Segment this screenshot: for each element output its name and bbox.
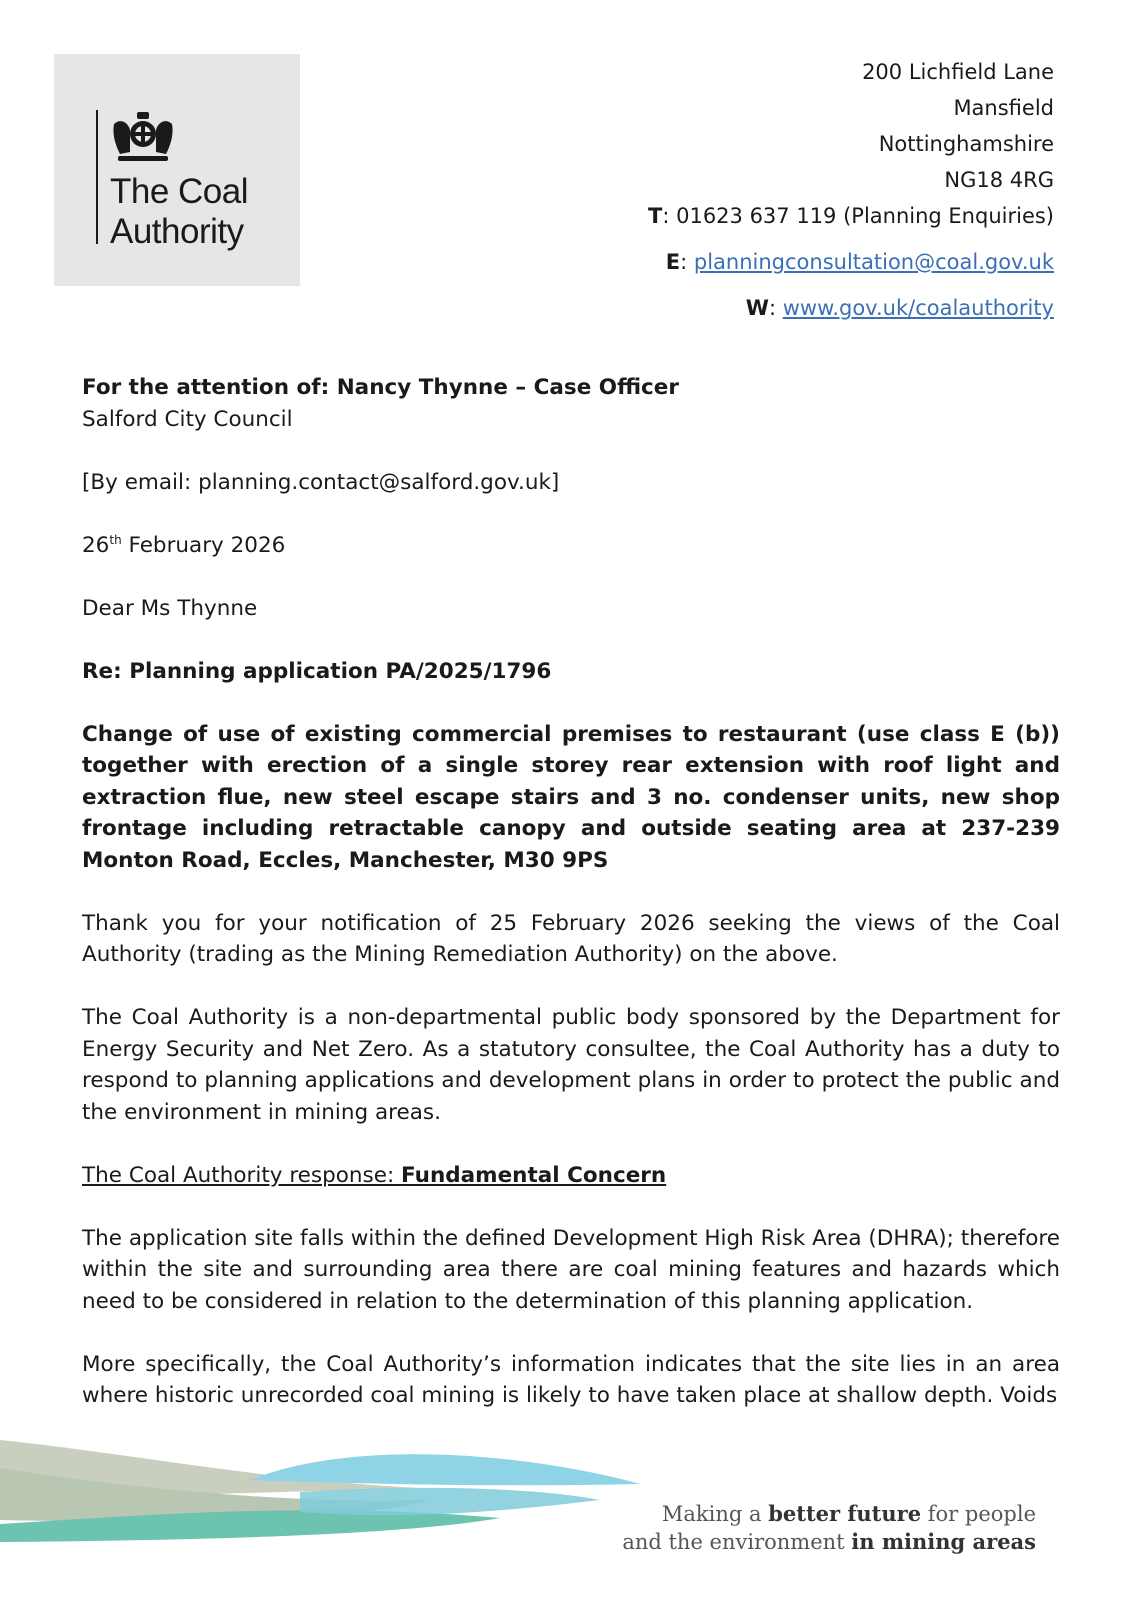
telephone: T: 01623 637 119 (Planning Enquiries) xyxy=(648,204,1054,228)
royal-crest-icon xyxy=(110,110,176,164)
logo-line-1: The Coal xyxy=(110,172,249,211)
email-label: E xyxy=(665,250,681,274)
logo-wordmark xyxy=(110,172,248,252)
proposal-description: Change of use of existing commercial premises to restaurant (use class E (b)) together with erection of a single storey rear extension with roof light and extraction flue, new steel escape stairs and 3 no. condenser units, new shop frontage including retractable canopy and outside seating area at 237-239 Monton Road, Eccles, Manchester, M30 9PS xyxy=(82,721,1060,873)
re-line: Re: Planning application PA/2025/1796 xyxy=(82,658,552,684)
tagline-line-1 xyxy=(622,1500,1036,1528)
tagline-part-2: better future xyxy=(768,1501,922,1526)
logo-rule xyxy=(96,110,98,244)
tagline-line-2 xyxy=(622,1528,1036,1556)
recipient-block xyxy=(82,372,1060,435)
address-line-2: Mansfield xyxy=(953,96,1054,120)
coal-authority-logo xyxy=(54,54,300,286)
footer-wave-graphic xyxy=(0,1440,660,1590)
telephone-label: T xyxy=(648,204,663,228)
footer-tagline xyxy=(622,1500,1036,1556)
by-email-line: [By email: planning.contact@salford.gov.uk] xyxy=(82,469,560,495)
tagline-part-5: in mining areas xyxy=(851,1529,1036,1554)
date-day: 26 xyxy=(82,532,110,558)
tagline-part-4: and the environment xyxy=(622,1530,852,1554)
attention-line: For the attention of: Nancy Thynne – Case Officer xyxy=(82,375,679,400)
address-line-1: 200 Lichfield Lane xyxy=(862,60,1054,84)
salutation: Dear Ms Thynne xyxy=(82,595,258,621)
email: E: planningconsultation@coal.gov.uk xyxy=(665,250,1054,274)
letter-date xyxy=(82,530,1060,562)
paragraph-specific: More specifically, the Coal Authority’s information indicates that the site lies in an area where historic unrecorded coal mining is likely to have taken place at shallow depth. Voids xyxy=(82,1351,1060,1408)
recipient-organisation: Salford City Council xyxy=(82,406,293,432)
tagline-part-1: Making a xyxy=(661,1502,769,1526)
sender-address xyxy=(648,54,1054,326)
response-label: The Coal Authority response: xyxy=(82,1162,402,1188)
paragraph-thanks: Thank you for your notification of 25 February 2026 seeking the views of the Coal Authority (trading as the Mining Remediation Authority) on the above. xyxy=(82,910,1060,967)
email-link[interactable]: planningconsultation@coal.gov.uk xyxy=(693,250,1054,274)
date-suffix: th xyxy=(109,532,122,547)
address-line-4: NG18 4RG xyxy=(944,168,1054,192)
response-heading xyxy=(82,1160,1060,1192)
logo-line-2: Authority xyxy=(110,212,244,251)
address-line-3: Nottinghamshire xyxy=(878,132,1054,156)
paragraph-dhra: The application site falls within the defined Development High Risk Area (DHRA); therefore within the site and surrounding area there are coal mining features and hazards which need to be considered in relation to the determination of this planning application. xyxy=(82,1225,1060,1314)
letter-body xyxy=(82,372,1060,1443)
website: W: www.gov.uk/coalauthority xyxy=(745,296,1054,320)
tagline-part-3: for people xyxy=(921,1502,1036,1526)
response-value: Fundamental Concern xyxy=(401,1162,667,1188)
date-rest: February 2026 xyxy=(121,532,286,558)
telephone-value: 01623 637 119 (Planning Enquiries) xyxy=(676,204,1054,228)
paragraph-about: The Coal Authority is a non-departmental public body sponsored by the Department for Energy Security and Net Zero. As a statutory consultee, the Coal Authority has a duty to respond to planning applications and development plans in order to protect the public and the environment in mining areas. xyxy=(82,1005,1060,1125)
website-label: W xyxy=(745,296,769,320)
website-link[interactable]: www.gov.uk/coalauthority xyxy=(782,296,1054,320)
